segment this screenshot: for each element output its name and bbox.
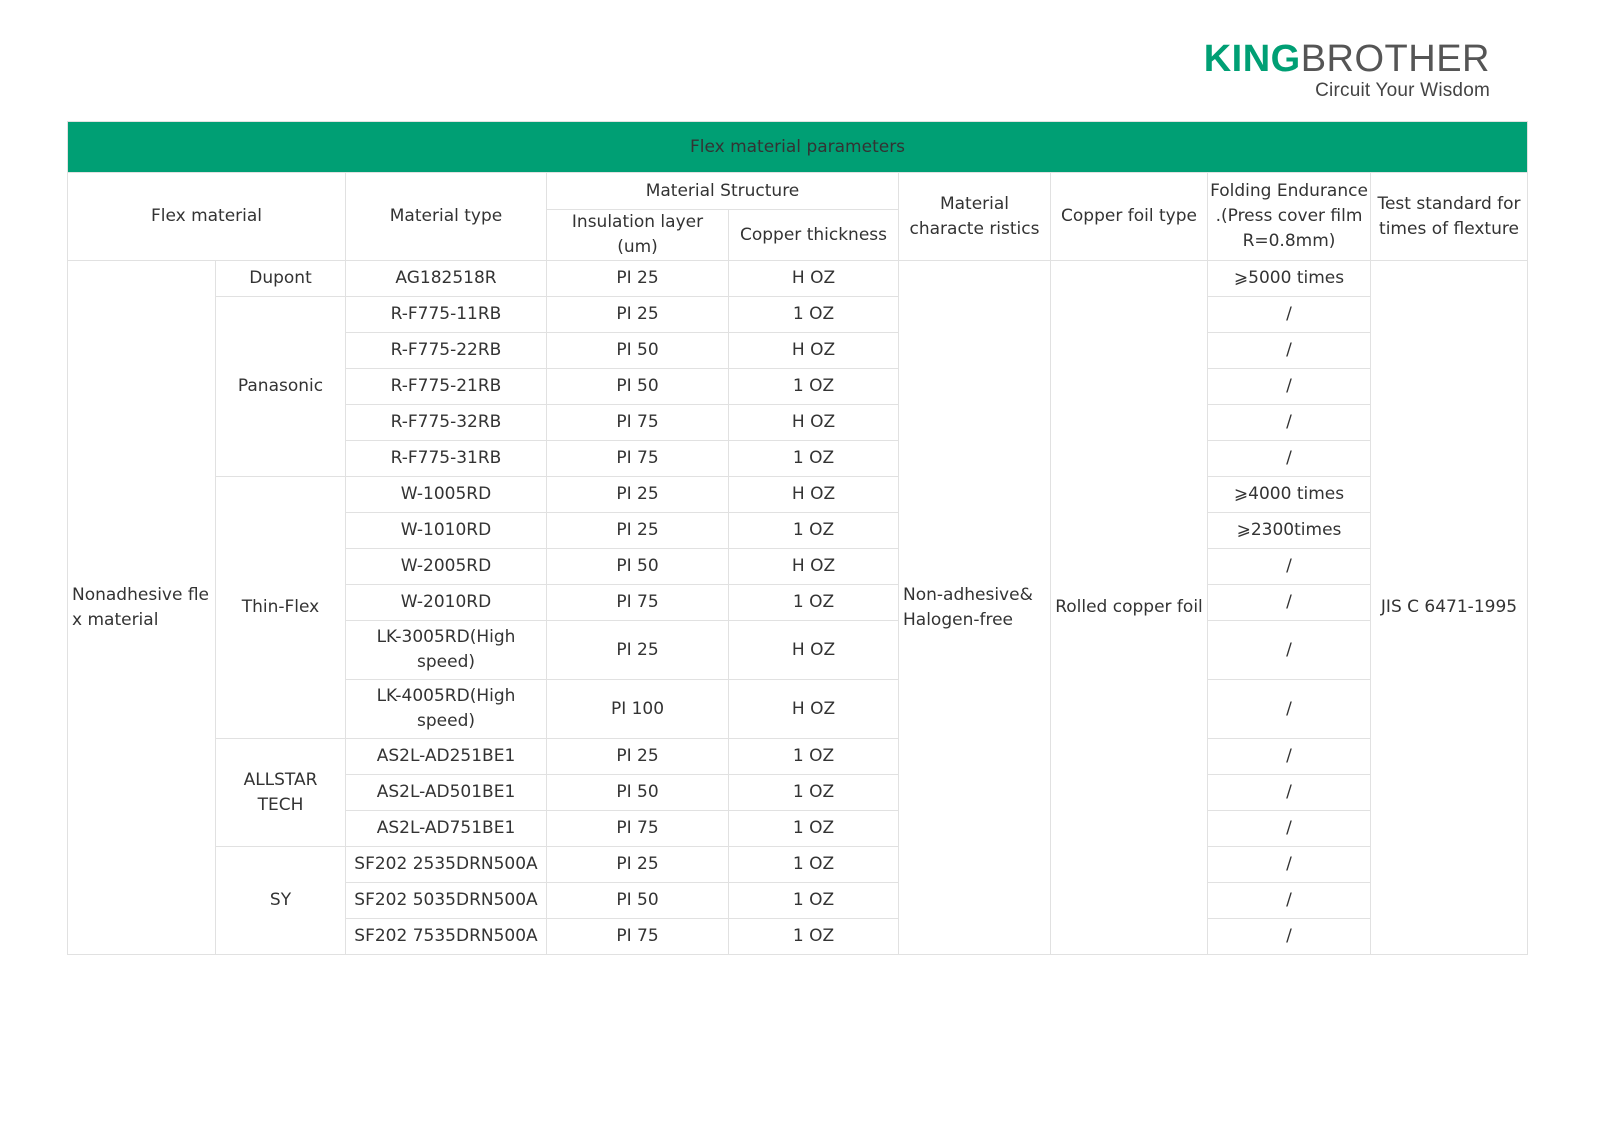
material-type-cell: R-F775-32RB	[346, 405, 547, 441]
insulation-cell: PI 25	[547, 297, 729, 333]
insulation-cell: PI 25	[547, 477, 729, 513]
supplier-cell: Thin-Flex	[216, 477, 346, 739]
header-folding-endurance: Folding Endurance .(Press cover film R=0.8mm)	[1208, 173, 1371, 261]
material-type-cell: W-2005RD	[346, 549, 547, 585]
characteristics-cell: Non-adhesive& Halogen-free	[899, 261, 1051, 955]
folding-endurance-cell: ⩾4000 times	[1208, 477, 1371, 513]
material-type-cell: R-F775-11RB	[346, 297, 547, 333]
folding-endurance-cell: /	[1208, 297, 1371, 333]
supplier-cell: Dupont	[216, 261, 346, 297]
copper-thickness-cell: 1 OZ	[729, 513, 899, 549]
header-insulation-layer: Insulation layer (um)	[547, 210, 729, 261]
copper-thickness-cell: 1 OZ	[729, 775, 899, 811]
logo-tagline: Circuit Your Wisdom	[1315, 80, 1490, 101]
folding-endurance-cell: /	[1208, 369, 1371, 405]
material-type-cell: W-2010RD	[346, 585, 547, 621]
table-title: Flex material parameters	[68, 122, 1528, 173]
header-flex-material: Flex material	[68, 173, 346, 261]
insulation-cell: PI 25	[547, 739, 729, 775]
header-copper-foil-type: Copper foil type	[1051, 173, 1208, 261]
material-type-cell: AS2L-AD251BE1	[346, 739, 547, 775]
insulation-cell: PI 75	[547, 405, 729, 441]
table-body	[68, 261, 1528, 955]
folding-endurance-cell: /	[1208, 621, 1371, 680]
table-row	[68, 477, 1528, 513]
supplier-cell: Panasonic	[216, 297, 346, 477]
supplier-cell: ALLSTAR TECH	[216, 739, 346, 847]
table-row	[68, 297, 1528, 333]
material-type-cell: SF202 7535DRN500A	[346, 919, 547, 955]
flex-material-cell: Nonadhesive fle x material	[68, 261, 216, 955]
table-row	[68, 847, 1528, 883]
copper-thickness-cell: 1 OZ	[729, 811, 899, 847]
folding-endurance-cell: /	[1208, 585, 1371, 621]
flex-material-table	[67, 121, 1528, 955]
material-type-cell: R-F775-31RB	[346, 441, 547, 477]
copper-thickness-cell: 1 OZ	[729, 297, 899, 333]
copper-thickness-cell: H OZ	[729, 405, 899, 441]
material-type-cell: R-F775-22RB	[346, 333, 547, 369]
header-material-structure: Material Structure	[547, 173, 899, 210]
insulation-cell: PI 50	[547, 775, 729, 811]
copper-thickness-cell: H OZ	[729, 261, 899, 297]
insulation-cell: PI 50	[547, 369, 729, 405]
insulation-cell: PI 75	[547, 811, 729, 847]
copper-foil-cell: Rolled copper foil	[1051, 261, 1208, 955]
logo-king: KING	[1203, 38, 1301, 80]
material-type-cell: LK-4005RD(High speed)	[346, 680, 547, 739]
copper-thickness-cell: 1 OZ	[729, 883, 899, 919]
copper-thickness-cell: 1 OZ	[729, 739, 899, 775]
copper-thickness-cell: 1 OZ	[729, 441, 899, 477]
folding-endurance-cell: /	[1208, 775, 1371, 811]
table-row	[68, 261, 1528, 297]
folding-endurance-cell: /	[1208, 405, 1371, 441]
test-standard-cell: JIS C 6471-1995	[1371, 261, 1528, 955]
folding-endurance-cell: ⩾2300times	[1208, 513, 1371, 549]
table-row	[68, 739, 1528, 775]
material-type-cell: SF202 5035DRN500A	[346, 883, 547, 919]
copper-thickness-cell: H OZ	[729, 333, 899, 369]
material-type-cell: AS2L-AD751BE1	[346, 811, 547, 847]
material-type-cell: R-F775-21RB	[346, 369, 547, 405]
material-type-cell: LK-3005RD(High speed)	[346, 621, 547, 680]
copper-thickness-cell: H OZ	[729, 477, 899, 513]
material-type-cell: AG182518R	[346, 261, 547, 297]
logo-wordmark	[1204, 40, 1490, 78]
copper-thickness-cell: H OZ	[729, 621, 899, 680]
material-type-cell: W-1005RD	[346, 477, 547, 513]
header-material-characteristics: Material characte ristics	[899, 173, 1051, 261]
insulation-cell: PI 100	[547, 680, 729, 739]
copper-thickness-cell: 1 OZ	[729, 919, 899, 955]
folding-endurance-cell: /	[1208, 919, 1371, 955]
supplier-cell: SY	[216, 847, 346, 955]
insulation-cell: PI 50	[547, 333, 729, 369]
folding-endurance-cell: /	[1208, 549, 1371, 585]
header-test-standard: Test standard for times of flexture	[1371, 173, 1528, 261]
folding-endurance-cell: /	[1208, 680, 1371, 739]
insulation-cell: PI 75	[547, 585, 729, 621]
insulation-cell: PI 25	[547, 513, 729, 549]
folding-endurance-cell: /	[1208, 739, 1371, 775]
copper-thickness-cell: 1 OZ	[729, 847, 899, 883]
copper-thickness-cell: 1 OZ	[729, 369, 899, 405]
material-type-cell: SF202 2535DRN500A	[346, 847, 547, 883]
material-type-cell: AS2L-AD501BE1	[346, 775, 547, 811]
insulation-cell: PI 25	[547, 847, 729, 883]
insulation-cell: PI 50	[547, 883, 729, 919]
copper-thickness-cell: H OZ	[729, 549, 899, 585]
header-copper-thickness: Copper thickness	[729, 210, 899, 261]
folding-endurance-cell: ⩾5000 times	[1208, 261, 1371, 297]
insulation-cell: PI 75	[547, 441, 729, 477]
insulation-cell: PI 25	[547, 621, 729, 680]
insulation-cell: PI 25	[547, 261, 729, 297]
folding-endurance-cell: /	[1208, 811, 1371, 847]
folding-endurance-cell: /	[1208, 441, 1371, 477]
folding-endurance-cell: /	[1208, 883, 1371, 919]
material-type-cell: W-1010RD	[346, 513, 547, 549]
folding-endurance-cell: /	[1208, 333, 1371, 369]
copper-thickness-cell: H OZ	[729, 680, 899, 739]
logo-brother: BROTHER	[1300, 38, 1490, 80]
header-material-type: Material type	[346, 173, 547, 261]
folding-endurance-cell: /	[1208, 847, 1371, 883]
insulation-cell: PI 75	[547, 919, 729, 955]
copper-thickness-cell: 1 OZ	[729, 585, 899, 621]
company-logo	[1204, 40, 1490, 102]
insulation-cell: PI 50	[547, 549, 729, 585]
